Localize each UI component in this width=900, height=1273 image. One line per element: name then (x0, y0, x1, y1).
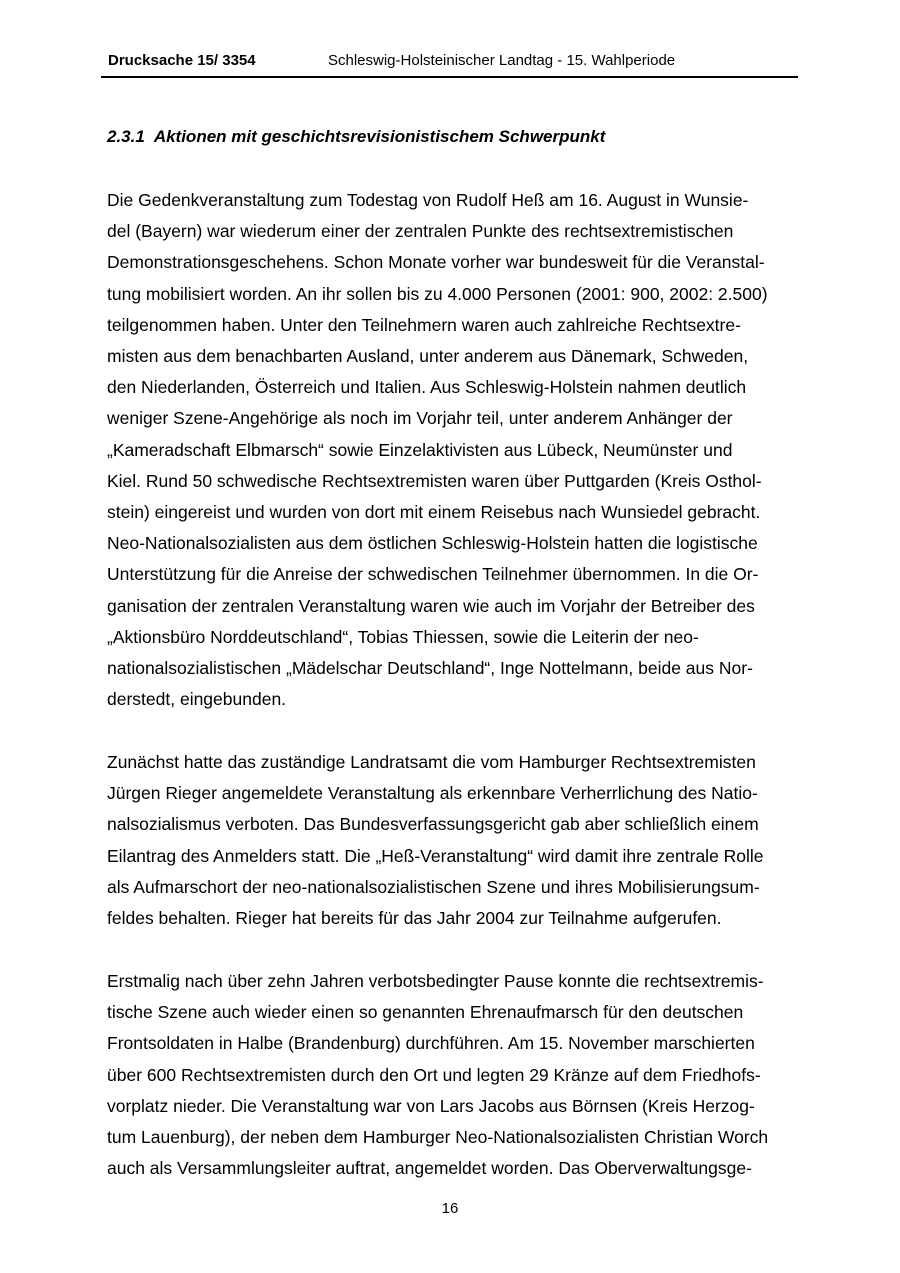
text-line: „Kameradschaft Elbmarsch“ sowie Einzelaktivisten aus Lübeck, Neumünster und (107, 439, 733, 460)
parliament-title: Schleswig-Holsteinischer Landtag - 15. Wahlperiode (328, 52, 676, 69)
text-line: ganisation der zentralen Veranstaltung waren wie auch im Vorjahr der Betreiber des (107, 595, 755, 616)
page-number: 16 (441, 1200, 459, 1217)
text-line: Unterstützung für die Anreise der schwedischen Teilnehmer übernommen. In die Or- (107, 564, 759, 585)
text-line: Demonstrationsgeschehens. Schon Monate vorher war bundesweit für die Veranstal- (107, 252, 765, 273)
text-line: auch als Versammlungsleiter auftrat, angemeldet worden. Das Oberverwaltungsge- (107, 1158, 752, 1179)
text-line: weniger Szene-Angehörige als noch im Vorjahr teil, unter anderem Anhänger der (107, 408, 733, 429)
text-line: Eilantrag des Anmelders statt. Die „Heß-Veranstaltung“ wird damit ihre zentrale Rolle (107, 845, 764, 866)
text-line: misten aus dem benachbarten Ausland, unter anderem aus Dänemark, Schweden, (107, 346, 749, 367)
text-line: nationalsozialistischen „Mädelschar Deutschland“, Inge Nottelmann, beide aus Nor- (107, 658, 753, 679)
document-number: Drucksache 15/ 3354 (108, 52, 256, 69)
text-line: Erstmalig nach über zehn Jahren verbotsbedingter Pause konnte die rechtsextremis- (107, 971, 764, 991)
text-line: Jürgen Rieger angemeldete Veranstaltung als erkennbare Verherrlichung des Natio- (107, 783, 758, 804)
text-line: derstedt, eingebunden. (107, 689, 287, 710)
page-header (101, 0, 798, 78)
text-line: tum Lauenburg), der neben dem Hamburger Neo-Nationalsozialisten Christian Worch (107, 1127, 769, 1148)
text-line: den Niederlanden, Österreich und Italien. Aus Schleswig-Holstein nahmen deutlich (107, 377, 747, 398)
text-line: del (Bayern) war wiederum einer der zentralen Punkte des rechtsextremistischen (107, 221, 734, 242)
text-line: Zunächst hatte das zuständige Landratsamt die vom Hamburger Rechtsextremisten (107, 752, 756, 772)
text-line: feldes behalten. Rieger hat bereits für das Jahr 2004 zur Teilnahme aufgerufen. (107, 908, 722, 929)
text-line: als Aufmarschort der neo-nationalsozialistischen Szene und ihres Mobilisierungsum- (107, 876, 760, 897)
paragraph-halbe (107, 966, 807, 1184)
text-line: „Aktionsbüro Norddeutschland“, Tobias Thiessen, sowie die Leiterin der neo- (107, 626, 699, 647)
section-title: Aktionen mit geschichtsrevisionistischem Schwerpunkt (153, 127, 606, 146)
text-line: vorplatz nieder. Die Veranstaltung war von Lars Jacobs aus Börnsen (Kreis Herzog- (107, 1095, 755, 1116)
section-number: 2.3.1 (107, 127, 145, 146)
text-line: tung mobilisiert worden. An ihr sollen bis zu 4.000 Personen (2001: 900, 2002: 2.500) (107, 283, 768, 304)
text-line: Die Gedenkveranstaltung zum Todestag von Rudolf Heß am 16. August in Wunsie- (107, 190, 749, 210)
paragraph-landratsamt (107, 747, 807, 934)
paragraph-hess-gedenken (107, 185, 807, 715)
text-line: tische Szene auch wieder einen so genannten Ehrenaufmarsch für den deutschen (107, 1002, 744, 1023)
section-heading (107, 127, 605, 147)
text-line: teilgenommen haben. Unter den Teilnehmern waren auch zahlreiche Rechtsextre- (107, 314, 741, 335)
text-line: Neo-Nationalsozialisten aus dem östlichen Schleswig-Holstein hatten die logistische (107, 533, 758, 554)
text-line: Frontsoldaten in Halbe (Brandenburg) durchführen. Am 15. November marschierten (107, 1033, 755, 1054)
text-line: Kiel. Rund 50 schwedische Rechtsextremisten waren über Puttgarden (Kreis Osthol- (107, 470, 762, 491)
text-line: über 600 Rechtsextremisten durch den Ort und legten 29 Kränze auf dem Friedhofs- (107, 1064, 761, 1085)
text-line: stein) eingereist und wurden von dort mit einem Reisebus nach Wunsiedel gebracht. (107, 502, 761, 523)
text-line: nalsozialismus verboten. Das Bundesverfassungsgericht gab aber schließlich einem (107, 814, 759, 835)
